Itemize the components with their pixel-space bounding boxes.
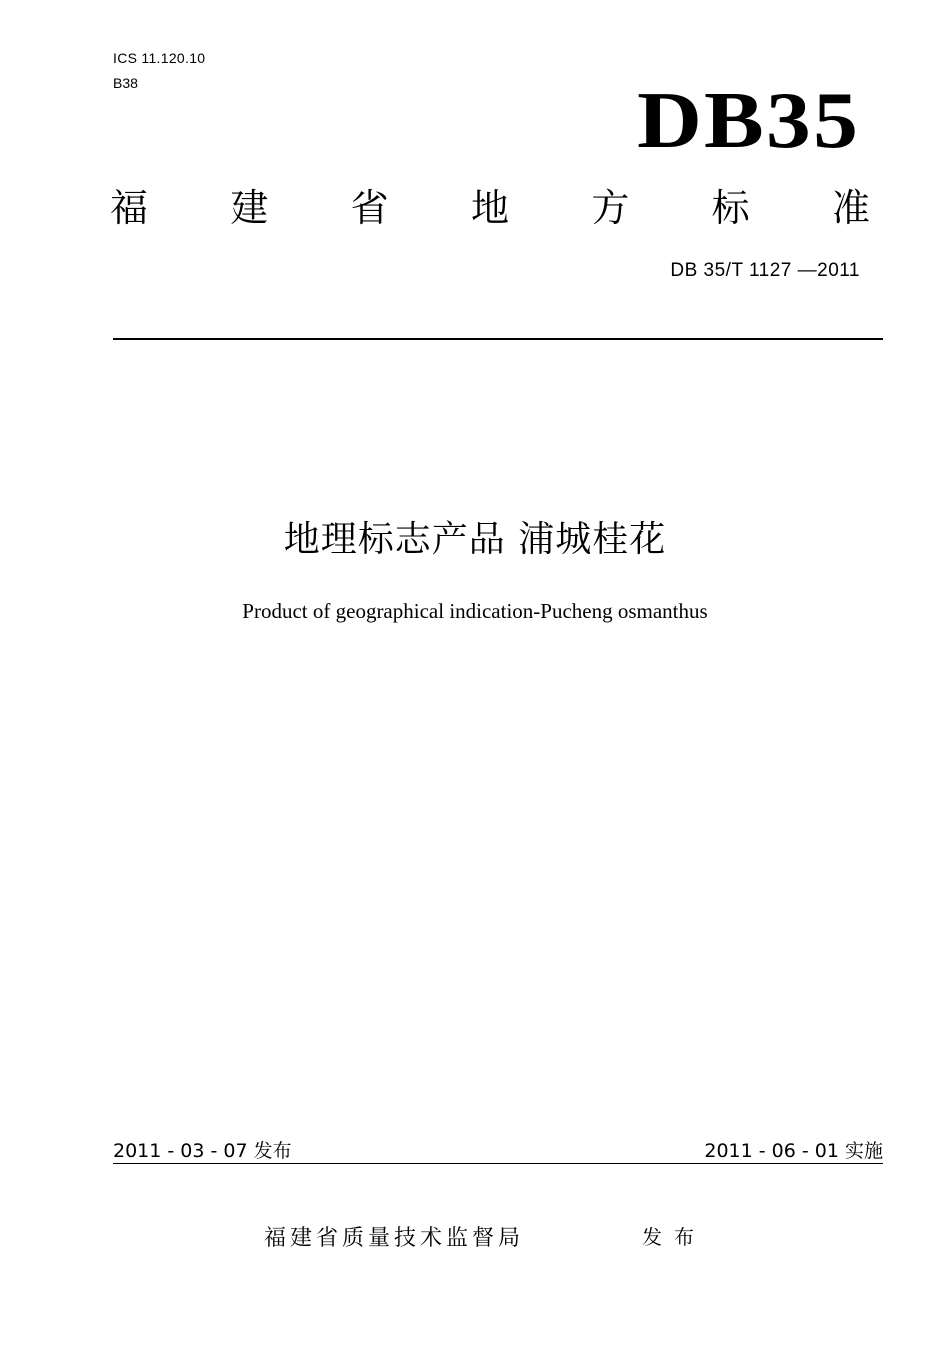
- implementation-date: 2011 - 06 - 01 实施: [704, 1140, 883, 1162]
- bottom-divider: [113, 1163, 883, 1164]
- standard-type-char: 省: [350, 186, 389, 230]
- standard-type-char: 方: [591, 186, 630, 230]
- ics-code: ICS 11.120.10: [113, 50, 206, 66]
- issue-date: 2011 - 03 - 07 发布: [113, 1140, 292, 1162]
- standard-type-char: 标: [711, 186, 750, 230]
- standard-type-heading: [110, 182, 870, 234]
- issuing-authority: 福建省质量技术监督局: [264, 1226, 525, 1251]
- standard-type-char: 准: [831, 186, 870, 230]
- issue-label: 发布: [642, 1225, 706, 1249]
- standard-number: DB 35/T 1127 —2011: [670, 260, 860, 281]
- top-divider: [113, 338, 883, 340]
- title-english: Product of geographical indication-Pucheng osmanthus: [242, 599, 708, 623]
- ccs-code: B38: [113, 75, 138, 91]
- db35-logo: DB35: [636, 77, 860, 165]
- standard-type-char: 福: [110, 186, 149, 230]
- standard-type-char: 建: [230, 186, 269, 230]
- standard-type-char: 地: [470, 186, 509, 230]
- title-chinese: 地理标志产品 浦城桂花: [283, 519, 667, 560]
